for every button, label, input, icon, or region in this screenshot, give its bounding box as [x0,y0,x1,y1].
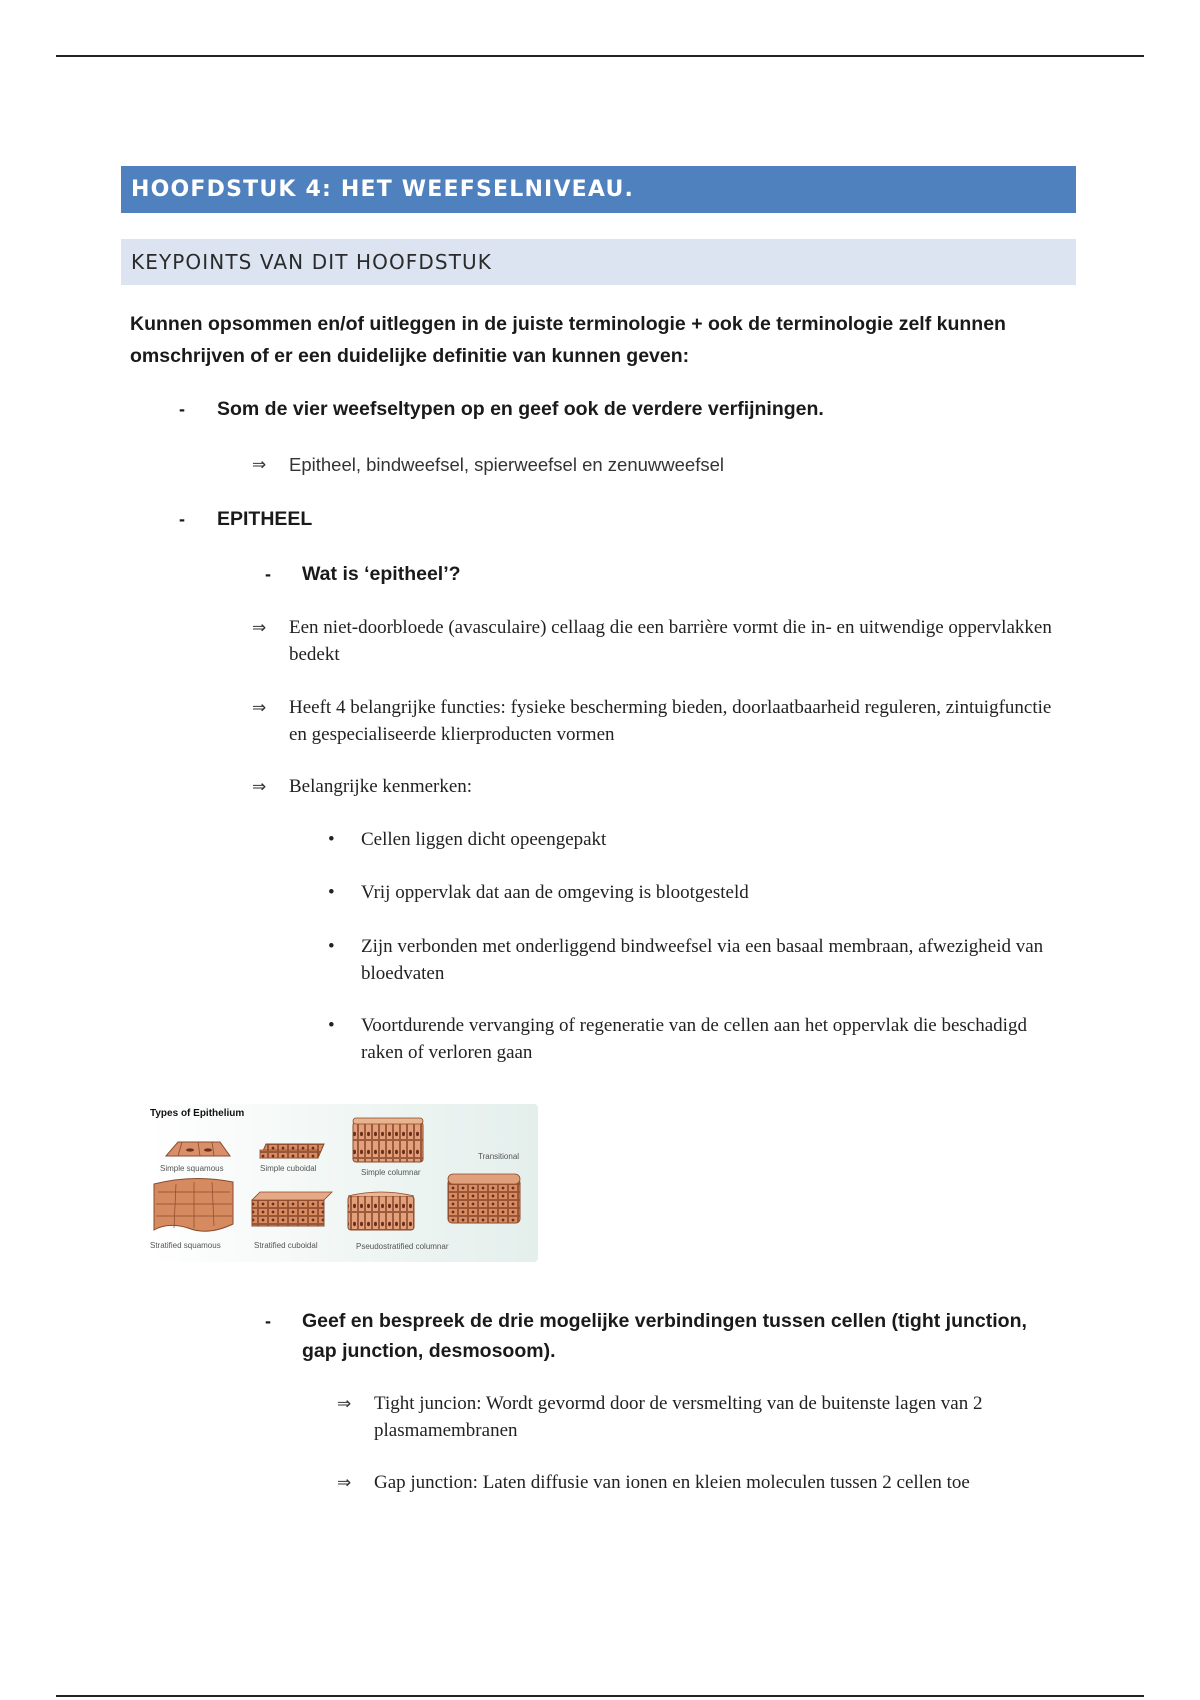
dash-marker: - [265,1311,271,1331]
stratified-squamous-drawing [154,1178,233,1231]
question-cell-junctions [265,1306,1065,1366]
section-subtitle: KEYPOINTS VAN DIT HOOFDSTUK [121,239,1076,285]
question-text: Wat is ‘epitheel’? [302,563,461,585]
answer-tight-junction [337,1390,1077,1444]
answer-text: Heeft 4 belangrijke functies: fysieke bescherming bieden, doorlaatbaarheid reguleren, zintuigfunctie en gespecialiseerde klierproducten vormen [289,697,1052,745]
label-stratified-cuboidal: Stratified cuboidal [254,1241,318,1250]
feature-text: Voortdurende vervanging of regeneratie van de cellen aan het oppervlak die beschadigd raken of verloren gaan [361,1015,1027,1063]
footer-rule [56,1695,1144,1697]
answer-gap-junction [337,1469,1077,1496]
arrow-icon: ⇒ [252,455,267,475]
intro-paragraph: Kunnen opsommen en/of uitleggen in de juiste terminologie + ook de terminologie zelf kunnen omschrijven of er een duidelijke definitie van kunnen geven: [130,313,1006,367]
simple-squamous-drawing [166,1142,230,1156]
dash-marker: - [179,509,185,529]
header-rule [56,55,1144,57]
arrow-icon: ⇒ [252,698,267,718]
epithelium-types-figure [148,1104,538,1262]
feature-item [328,826,1061,853]
bullet-icon: • [328,882,335,903]
answer-text: Epitheel, bindweefsel, spierweefsel en zenuwweefsel [289,454,725,475]
answer-text: Tight juncion: Wordt gevormd door de versmelting van de buitenste lagen van 2 plasmamembranen [374,1393,983,1441]
feature-item [328,1012,1061,1066]
pseudostratified-columnar-drawing [348,1192,414,1230]
feature-item [328,933,1061,987]
dash-marker: - [265,564,271,584]
answer-text: Belangrijke kenmerken: [289,776,473,797]
feature-text: Cellen liggen dicht opeengepakt [361,829,607,850]
answer-functions [252,694,1072,748]
stratified-cuboidal-drawing [252,1192,332,1226]
label-simple-squamous: Simple squamous [160,1164,224,1173]
transitional-drawing [448,1174,520,1223]
epithelium-illustration [148,1104,538,1262]
answer-text: Een niet-doorbloede (avasculaire) cellaag die een barrière vormt die in- en uitwendige oppervlakken bedekt [289,617,1052,665]
dash-marker: - [179,399,185,419]
chapter-title: HOOFDSTUK 4: HET WEEFSELNIVEAU. [121,166,1076,213]
feature-text: Zijn verbonden met onderliggend bindweefsel via een basaal membraan, afwezigheid van bloedvaten [361,936,1044,984]
label-simple-columnar: Simple columnar [361,1168,421,1177]
figure-title: Types of Epithelium [150,1108,245,1119]
simple-columnar-drawing [353,1118,423,1162]
label-transitional: Transitional [478,1152,520,1161]
bullet-icon: • [328,1015,335,1036]
answer-definition [252,614,1072,668]
answer-text: Gap junction: Laten diffusie van ionen en kleien moleculen tussen 2 cellen toe [374,1472,970,1493]
feature-text: Vrij oppervlak dat aan de omgeving is blootgesteld [361,882,749,903]
question-text: Geef en bespreek de drie mogelijke verbindingen tussen cellen (tight junction, gap junction, desmosoom). [302,1310,1027,1362]
arrow-icon: ⇒ [252,618,267,638]
arrow-icon: ⇒ [337,1473,352,1493]
answer-features-intro [252,773,1072,800]
feature-item [328,879,1061,906]
label-simple-cuboidal: Simple cuboidal [260,1164,317,1173]
question-text: Som de vier weefseltypen op en geef ook de verdere verfijningen. [217,398,824,420]
bullet-icon: • [328,829,335,850]
label-stratified-squamous: Stratified squamous [150,1241,221,1250]
simple-cuboidal-drawing [260,1144,324,1158]
heading-text: EPITHEEL [217,508,313,530]
label-pseudostratified-columnar: Pseudostratified columnar [356,1242,449,1251]
arrow-icon: ⇒ [252,777,267,797]
arrow-icon: ⇒ [337,1394,352,1414]
bullet-icon: • [328,936,335,957]
